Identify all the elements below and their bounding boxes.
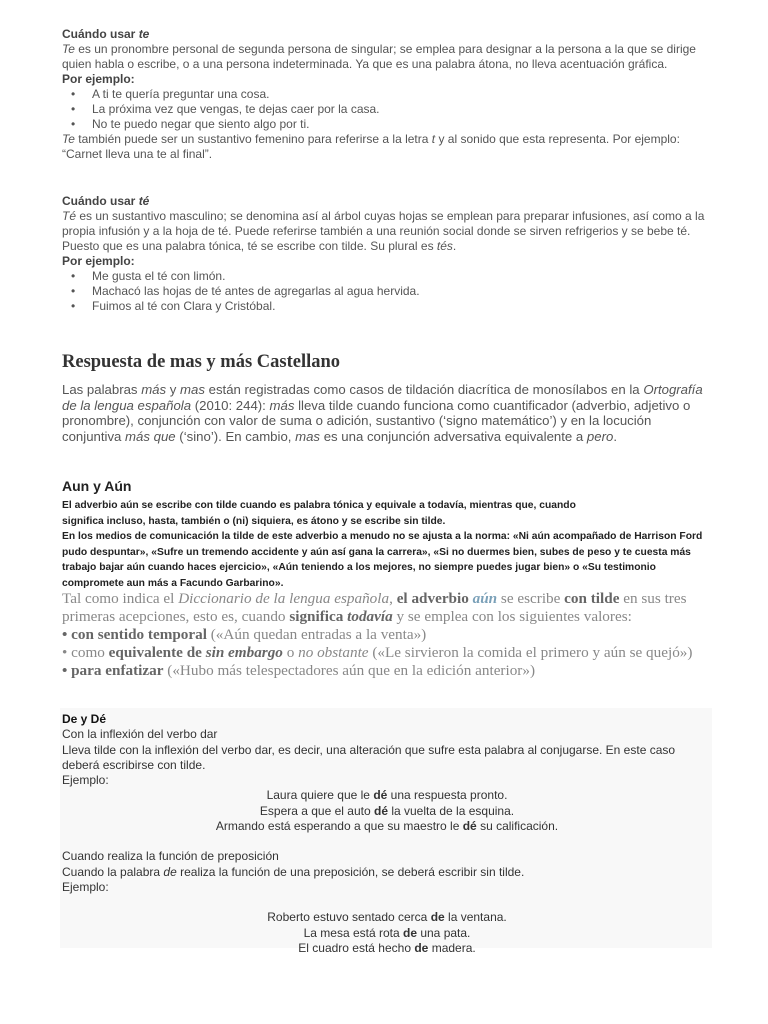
mas-paragraph: Las palabras más y mas están registradas como casos de tildación diacrítica de monosílabos en la Ortografía de la lengua española (2010: 244): más lleva tilde cuando funciona como cuantificador (adverbio, adjetivo o pronombre), conjunción con valor de suma o adición, sustantivo (‘signo matemático’) y en la locución conjuntiva más que (‘sino’). En cambio, mas es una conjunción adversativa equivalente a pero. <box>62 382 703 444</box>
te-accent-example-label: Por ejemplo: <box>62 254 135 268</box>
de-desc-preposition: Cuando la palabra de realiza la función de una preposición, se deberá escribir sin tilde. <box>62 864 525 879</box>
de-example-line: Roberto estuvo sentado cerca de la ventana. <box>267 910 507 925</box>
te-noun-note: Te también puede ser un sustantivo femenino para referirse a la letra t y al sonido que esta representa. Por ejemplo: “Carnet lleva una te al final”. <box>62 132 680 161</box>
aun-title: Aun y Aún <box>62 478 132 494</box>
list-item: • A ti te quería preguntar una cosa. <box>92 87 712 102</box>
de-desc-verb: Lleva tilde con la inflexión del verbo dar, es decir, una alteración que sufre esta palabra al conjugarse. En este caso deberá escribirse con tilde. <box>62 742 676 772</box>
de-example-line: El cuadro está hecho de madera. <box>298 940 476 955</box>
section-de <box>62 712 712 956</box>
te-accent-definition: Té es un sustantivo masculino; se denomina así al árbol cuyas hojas se emplean para preparar infusiones, así como a la propia infusión y a la hoja de té. Puede referirse también a una reunión social donde se sirven refrigerios y se bebe té. Puesto que es una palabra tónica, té se escribe con tilde. Su plural es tés. <box>62 209 705 253</box>
de-subtitle-preposition: Cuando realiza la función de preposición <box>62 849 279 864</box>
aun-line-1: El adverbio aún se escribe con tilde cuando es palabra tónica y equivale a todavía, mientras que, cuando <box>62 500 576 511</box>
de-example-label-1: Ejemplo: <box>62 773 109 788</box>
de-title: De y Dé <box>62 712 107 726</box>
list-item: • La próxima vez que vengas, te dejas caer por la casa. <box>92 102 712 117</box>
te-example-list <box>62 87 712 132</box>
aun-serif-intro: Tal como indica el Diccionario de la lengua española, el adverbio aún se escribe con tilde en sus tres primeras acepciones, esto es, cuando significa todavía y se emplea con los siguientes valores: <box>62 590 687 625</box>
section-te <box>62 27 712 162</box>
aun-body <box>62 498 712 592</box>
section-te-accent <box>62 194 712 314</box>
aun-media-paragraph: En los medios de comunicación la tilde de este adverbio a menudo no se ajusta a la norma: «Ni aún acompañado de Harrison Ford pudo despuntar», «Sufre un tremendo accidente y aún así gana la carrera», «Si no duermes bien, subes de peso y te cuesta más trabajo bajar aún cuando haces ejercicio», «Aún teniendo a los mejores, no siempre puedes jugar bien» o «Su testimonio compromete aun más a Facundo Garbarino». <box>62 531 703 589</box>
de-example-label-2: Ejemplo: <box>62 879 109 894</box>
list-item: • Fuimos al té con Clara y Cristóbal. <box>92 299 712 314</box>
aun-serif-block <box>62 590 722 680</box>
de-example-line: La mesa está rota de una pata. <box>303 925 471 940</box>
te-heading: Cuándo usar te <box>62 27 150 41</box>
de-example-line: Espera a que el auto dé la vuelta de la esquina. <box>259 803 515 818</box>
aun-bullet-temporal: • con sentido temporal («Aún quedan entradas a la venta») <box>62 626 427 643</box>
list-item: • No te puedo negar que siento algo por ti. <box>92 117 712 132</box>
mas-title: Respuesta de mas y más Castellano <box>62 352 341 372</box>
aun-line-2: significa incluso, hasta, también o (ni) siquiera, es átono y se escribe sin tilde. <box>62 515 446 527</box>
list-item: • Me gusta el té con limón. <box>92 269 712 284</box>
te-example-label: Por ejemplo: <box>62 72 135 86</box>
de-example-line: Armando está esperando a que su maestro le dé su calificación. <box>215 819 559 834</box>
aun-bullet-equivalente: • como equivalente de sin embargo o no obstante («Le sirvieron la comida el primero y aún se quejó») <box>62 644 693 661</box>
aun-bullet-enfatizar: • para enfatizar («Hubo más telespectadores aún que en la edición anterior») <box>62 662 536 679</box>
te-accent-heading: Cuándo usar té <box>62 194 150 208</box>
de-example-line: Laura quiere que le dé una respuesta pronto. <box>266 788 508 803</box>
list-item: • Machacó las hojas de té antes de agregarlas al agua hervida. <box>92 284 712 299</box>
te-accent-example-list <box>62 269 712 314</box>
de-subtitle-verb: Con la inflexión del verbo dar <box>62 727 218 742</box>
te-definition: Te es un pronombre personal de segunda persona de singular; se emplea para designar a la persona a la que se dirige quien habla o escribe, o a una persona indeterminada. Ya que es una palabra átona, no lleva acentuación gráfica. <box>62 42 696 71</box>
